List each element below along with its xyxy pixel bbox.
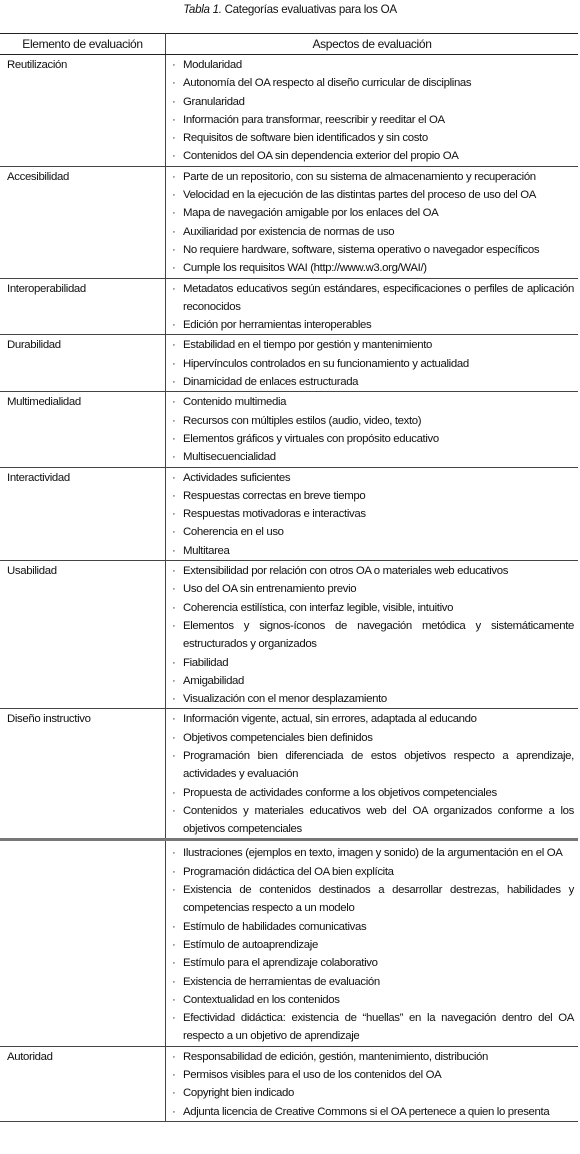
aspect-item: · Permisos visibles para el uso de los contenidos del OA bbox=[166, 1066, 574, 1084]
aspects-cell bbox=[166, 709, 579, 840]
table-row bbox=[0, 1046, 578, 1121]
aspects-list bbox=[166, 562, 574, 708]
aspect-item: · Programación didáctica del OA bien explícita bbox=[166, 863, 574, 881]
aspect-item: · Amigabilidad bbox=[166, 672, 574, 690]
aspects-list bbox=[166, 56, 574, 166]
aspect-item: · Contenidos y materiales educativos web del OA organizados conforme a los objetivos competenciales bbox=[166, 802, 574, 839]
aspect-item: · Hipervínculos controlados en su funcionamiento y actualidad bbox=[166, 355, 574, 373]
aspect-item: · Ilustraciones (ejemplos en texto, imagen y sonido) de la argumentación en el OA bbox=[166, 844, 574, 862]
aspect-item: · No requiere hardware, software, sistema operativo o navegador específicos bbox=[166, 241, 574, 259]
aspect-item: · Programación bien diferenciada de estos objetivos respecto a aprendizaje, actividades y evaluación bbox=[166, 747, 574, 784]
aspects-cell bbox=[166, 1046, 579, 1121]
aspect-item: · Multitarea bbox=[166, 542, 574, 560]
aspect-item: · Efectividad didáctica: existencia de “huellas” en la navegación dentro del OA respecto a un objetivo de aprendizaje bbox=[166, 1009, 574, 1046]
aspect-item: · Elementos gráficos y virtuales con propósito educativo bbox=[166, 430, 574, 448]
aspects-list bbox=[166, 168, 574, 278]
aspect-item: · Visualización con el menor desplazamiento bbox=[166, 690, 574, 708]
caption-text: Categorías evaluativas para los OA bbox=[224, 3, 397, 16]
aspect-item: · Dinamicidad de enlaces estructurada bbox=[166, 373, 574, 391]
aspect-item: · Velocidad en la ejecución de las distintas partes del proceso de uso del OA bbox=[166, 186, 574, 204]
aspect-item: · Edición por herramientas interoperables bbox=[166, 316, 574, 334]
aspect-item: · Autonomía del OA respecto al diseño curricular de disciplinas bbox=[166, 74, 574, 92]
element-cell: Reutilización bbox=[0, 55, 166, 167]
aspect-item: · Recursos con múltiples estilos (audio, video, texto) bbox=[166, 412, 574, 430]
table-row bbox=[0, 709, 578, 840]
aspect-item: · Coherencia en el uso bbox=[166, 523, 574, 541]
aspects-list bbox=[166, 469, 574, 560]
table-row bbox=[0, 392, 578, 467]
caption-label: Tabla 1. bbox=[183, 3, 222, 16]
aspect-item: · Existencia de contenidos destinados a desarrollar destrezas, habilidades y competencias respecto a un modelo bbox=[166, 881, 574, 918]
element-cell: Interoperabilidad bbox=[0, 278, 166, 335]
element-cell: Autoridad bbox=[0, 1046, 166, 1121]
aspect-item: · Existencia de herramientas de evaluación bbox=[166, 973, 574, 991]
table-row bbox=[0, 561, 578, 709]
aspect-item: · Responsabilidad de edición, gestión, mantenimiento, distribución bbox=[166, 1048, 574, 1066]
aspect-item: · Mapa de navegación amigable por los enlaces del OA bbox=[166, 204, 574, 222]
aspect-item: · Estímulo para el aprendizaje colaborativo bbox=[166, 954, 574, 972]
aspect-item: · Estímulo de habilidades comunicativas bbox=[166, 918, 574, 936]
aspects-cell bbox=[166, 561, 579, 709]
table-row bbox=[0, 467, 578, 560]
header-element: Elemento de evaluación bbox=[0, 34, 166, 55]
aspects-cell bbox=[166, 335, 579, 392]
aspect-item: · Objetivos competenciales bien definidos bbox=[166, 729, 574, 747]
aspect-item: · Contextualidad en los contenidos bbox=[166, 991, 574, 1009]
element-cell: Diseño instructivo bbox=[0, 709, 166, 840]
element-cell: Multimedialidad bbox=[0, 392, 166, 467]
aspect-item: · Respuestas motivadoras e interactivas bbox=[166, 505, 574, 523]
aspect-item: · Copyright bien indicado bbox=[166, 1084, 574, 1102]
aspects-list bbox=[166, 1048, 574, 1121]
table-row bbox=[0, 55, 578, 167]
aspect-item: · Extensibilidad por relación con otros OA o materiales web educativos bbox=[166, 562, 574, 580]
table-row bbox=[0, 840, 578, 1046]
aspect-item: · Elementos y signos-íconos de navegación metódica y sistemáticamente estructurados y organizados bbox=[166, 617, 574, 654]
aspect-item: · Actividades suficientes bbox=[166, 469, 574, 487]
aspect-item: · Requisitos de software bien identificados y sin costo bbox=[166, 129, 574, 147]
aspect-item: · Fiabilidad bbox=[166, 654, 574, 672]
element-cell bbox=[0, 840, 166, 1046]
header-aspects: Aspectos de evaluación bbox=[166, 34, 579, 55]
aspects-list bbox=[166, 710, 574, 838]
aspect-item: · Cumple los requisitos WAI (http://www.w3.org/WAI/) bbox=[166, 259, 574, 277]
aspect-item: · Modularidad bbox=[166, 56, 574, 74]
aspect-item: · Estímulo de autoaprendizaje bbox=[166, 936, 574, 954]
aspects-list bbox=[166, 844, 574, 1045]
aspect-item: · Parte de un repositorio, con su sistema de almacenamiento y recuperación bbox=[166, 168, 574, 186]
table-row bbox=[0, 278, 578, 335]
table-row bbox=[0, 335, 578, 392]
aspect-item: · Propuesta de actividades conforme a los objetivos competenciales bbox=[166, 784, 574, 802]
aspects-list bbox=[166, 280, 574, 335]
element-cell: Usabilidad bbox=[0, 561, 166, 709]
aspect-item: · Adjunta licencia de Creative Commons si el OA pertenece a quien lo presenta bbox=[166, 1103, 574, 1121]
evaluation-table bbox=[0, 33, 578, 1122]
aspect-item: · Contenidos del OA sin dependencia exterior del propio OA bbox=[166, 147, 574, 165]
aspect-item: · Granularidad bbox=[166, 93, 574, 111]
element-cell: Accesibilidad bbox=[0, 166, 166, 278]
aspect-item: · Estabilidad en el tiempo por gestión y mantenimiento bbox=[166, 336, 574, 354]
aspect-item: · Multisecuencialidad bbox=[166, 448, 574, 466]
aspects-cell bbox=[166, 467, 579, 560]
aspects-list bbox=[166, 393, 574, 466]
aspects-cell bbox=[166, 278, 579, 335]
aspects-cell bbox=[166, 840, 579, 1046]
header-row bbox=[0, 34, 578, 55]
aspect-item: · Contenido multimedia bbox=[166, 393, 574, 411]
aspects-cell bbox=[166, 55, 579, 167]
aspects-cell bbox=[166, 392, 579, 467]
table-body bbox=[0, 55, 578, 1122]
aspect-item: · Auxiliaridad por existencia de normas de uso bbox=[166, 223, 574, 241]
aspect-item: · Uso del OA sin entrenamiento previo bbox=[166, 580, 574, 598]
aspect-item: · Metadatos educativos según estándares, especificaciones o perfiles de aplicación reconocidos bbox=[166, 280, 574, 317]
aspects-cell bbox=[166, 166, 579, 278]
element-cell: Durabilidad bbox=[0, 335, 166, 392]
aspects-list bbox=[166, 336, 574, 391]
aspect-item: · Información vigente, actual, sin errores, adaptada al educando bbox=[166, 710, 574, 728]
element-cell: Interactividad bbox=[0, 467, 166, 560]
table-row bbox=[0, 166, 578, 278]
aspect-item: · Coherencia estilística, con interfaz legible, visible, intuitivo bbox=[166, 599, 574, 617]
aspect-item: · Información para transformar, reescribir y reeditar el OA bbox=[166, 111, 574, 129]
aspect-item: · Respuestas correctas en breve tiempo bbox=[166, 487, 574, 505]
table-caption bbox=[0, 3, 580, 16]
